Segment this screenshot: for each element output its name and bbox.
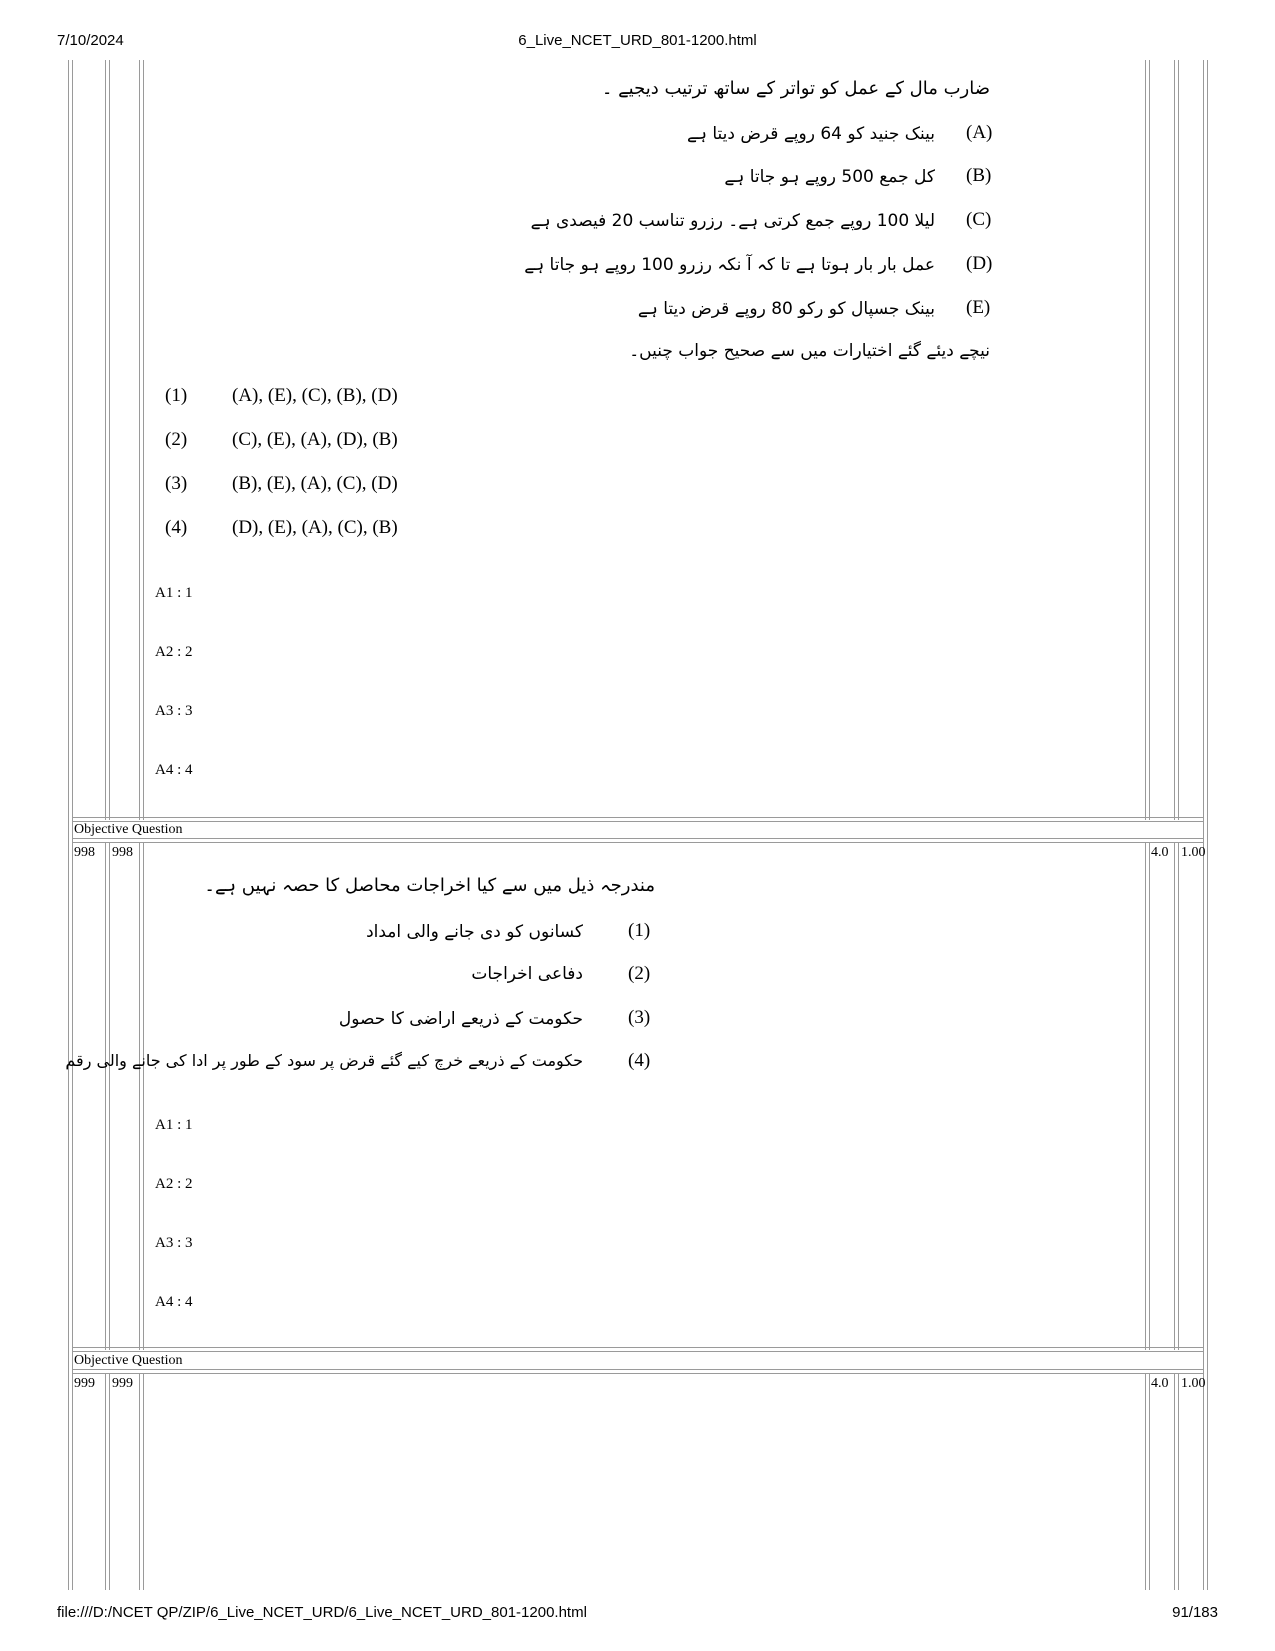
question-type: Objective Question <box>74 822 183 837</box>
item-text: بینک جسپال کو رکو 80 روپے قرض دیتا ہے <box>637 299 935 319</box>
option-text: حکومت کے ذریعے خرچ کیے گئے قرض پر سود کے طور پر ادا کی جانے والی رقم <box>65 1051 583 1070</box>
file-path: file:///D:/NCET QP/ZIP/6_Live_NCET_URD/6_Live_NCET_URD_801-1200.html <box>57 1604 587 1621</box>
answer-option: A1 : 1 <box>155 585 193 601</box>
answer-option: A4 : 4 <box>155 1294 193 1310</box>
item-text: بینک جنید کو 64 روپے قرض دیتا ہے <box>687 124 935 144</box>
item-letter: (B) <box>966 165 992 186</box>
marks: 4.0 <box>1151 1376 1169 1391</box>
option-text: حکومت کے ذریعے اراضی کا حصول <box>338 1009 583 1029</box>
instruction: نیچے دیئے گئے اختیارات میں سے صحیح جواب چنیں۔ <box>629 341 990 361</box>
document-title: 6_Live_NCET_URD_801-1200.html <box>518 32 757 49</box>
choice-number: (2) <box>165 429 188 450</box>
answer-option: A1 : 1 <box>155 1117 193 1133</box>
answer-option: A2 : 2 <box>155 644 193 660</box>
question-id: 999 <box>112 1376 133 1391</box>
item-text: لیلا 100 روپے جمع کرتی ہے۔ رزرو تناسب 20 فیصدی ہے <box>530 211 935 231</box>
question-id: 998 <box>112 845 133 860</box>
print-date: 7/10/2024 <box>57 32 124 49</box>
answer-option: A3 : 3 <box>155 703 193 719</box>
item-letter: (D) <box>966 253 993 274</box>
choice-number: (3) <box>165 473 188 494</box>
option-text: دفاعی اخراجات <box>471 964 583 984</box>
option-number: (4) <box>628 1050 651 1071</box>
choice-text: (D), (E), (A), (C), (B) <box>232 517 398 538</box>
option-number: (3) <box>628 1007 651 1028</box>
choice-number: (4) <box>165 517 188 538</box>
serial-number: 999 <box>74 1376 95 1391</box>
answer-option: A3 : 3 <box>155 1235 193 1251</box>
question-stem: ضارب مال کے عمل کو تواتر کے ساتھ ترتیب دیجیے ۔ <box>601 78 990 99</box>
item-letter: (E) <box>966 297 991 318</box>
choice-text: (C), (E), (A), (D), (B) <box>232 429 398 450</box>
item-letter: (C) <box>966 209 992 230</box>
choice-text: (B), (E), (A), (C), (D) <box>232 473 398 494</box>
item-letter: (A) <box>966 122 993 143</box>
choice-number: (1) <box>165 385 188 406</box>
negative-marks: 1.00 <box>1181 845 1206 860</box>
serial-number: 998 <box>74 845 95 860</box>
question-stem: مندرجہ ذیل میں سے کیا اخراجات محاصل کا حصہ نہیں ہے۔ <box>204 875 655 896</box>
page-number: 91/183 <box>1172 1604 1218 1621</box>
option-text: کسانوں کو دی جانے والی امداد <box>366 922 583 942</box>
item-text: کل جمع 500 روپے ہو جاتا ہے <box>724 167 935 187</box>
answer-option: A2 : 2 <box>155 1176 193 1192</box>
question-type: Objective Question <box>74 1353 183 1368</box>
negative-marks: 1.00 <box>1181 1376 1206 1391</box>
answer-option: A4 : 4 <box>155 762 193 778</box>
marks: 4.0 <box>1151 845 1169 860</box>
item-text: عمل بار بار ہوتا ہے تا کہ آ نکہ رزرو 100 روپے ہو جاتا ہے <box>524 255 935 275</box>
option-number: (1) <box>628 920 651 941</box>
option-number: (2) <box>628 963 651 984</box>
choice-text: (A), (E), (C), (B), (D) <box>232 385 398 406</box>
